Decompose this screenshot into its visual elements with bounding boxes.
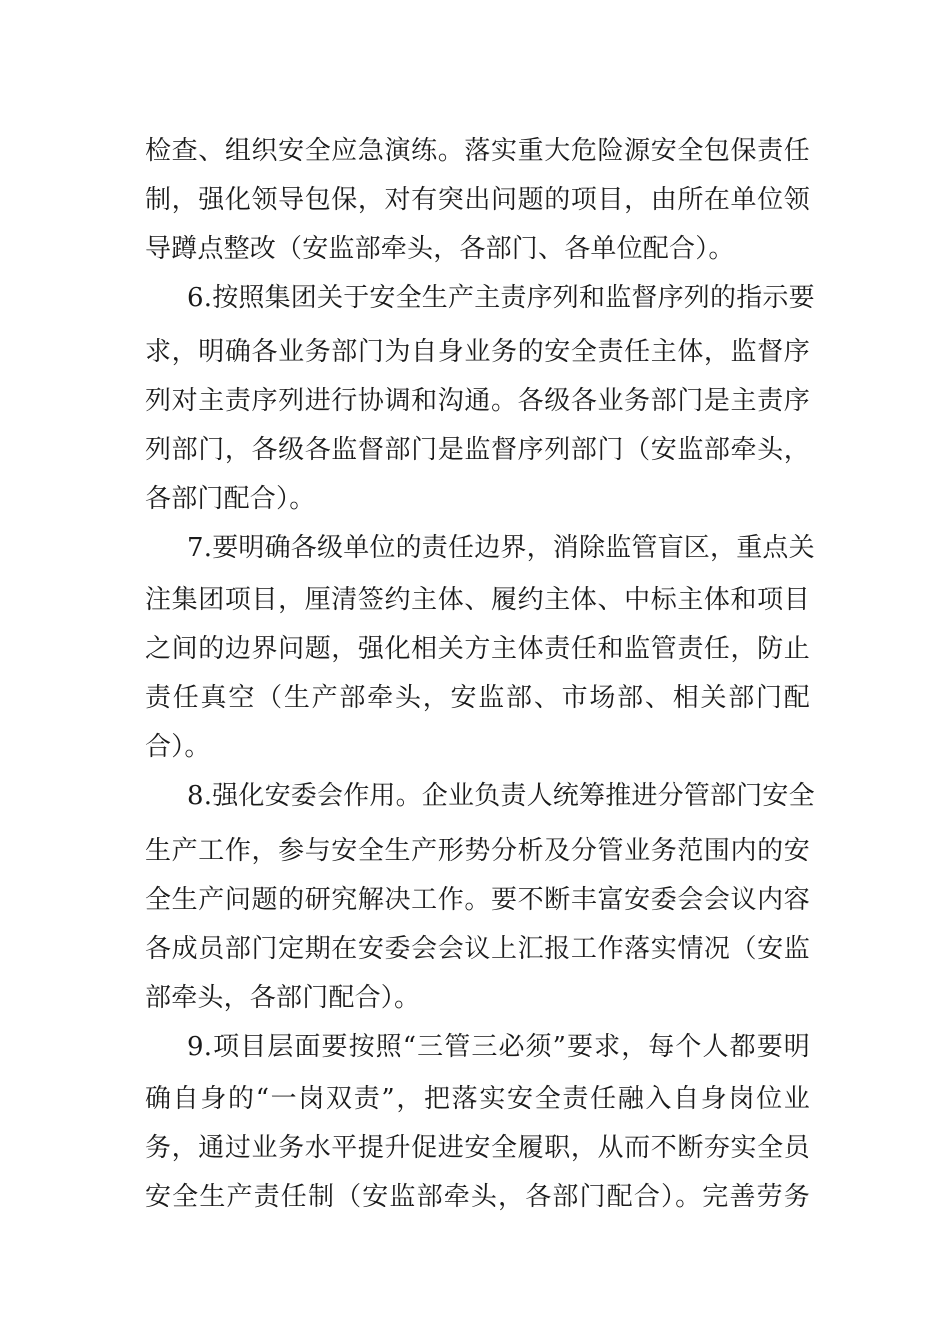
text-line: 生产工作，参与安全生产形势分析及分管业务范围内的安 bbox=[145, 836, 810, 866]
text-line: 导蹲点整改（安监部牵头，各部门、各单位配合）。 bbox=[145, 234, 735, 264]
text-line: 部牵头，各部门配合）。 bbox=[145, 983, 421, 1013]
text-line: 检查、组织安全应急演练。落实重大危险源安全包保责任 bbox=[145, 136, 810, 166]
paragraph-start-9: 9.项目层面要按照“三管三必须”要求，每个人都要明 bbox=[187, 1032, 810, 1062]
text-line: 之间的边界问题，强化相关方主体责任和监管责任，防止 bbox=[145, 634, 810, 664]
text-line: 确自身的“一岗双责”，把落实安全责任融入自身岗位业 bbox=[145, 1084, 810, 1114]
paragraph-start-8: 8.强化安委会作用。企业负责人统筹推进分管部门安全 bbox=[187, 781, 815, 811]
text-line: 列部门，各级各监督部门是监督序列部门（安监部牵头， bbox=[145, 435, 810, 465]
text-line: 务，通过业务水平提升促进安全履职，从而不断夯实全员 bbox=[145, 1133, 810, 1163]
text-line: 各成员部门定期在安委会会议上汇报工作落实情况（安监 bbox=[145, 934, 810, 964]
text-line: 责任真空（生产部牵头，安监部、市场部、相关部门配 bbox=[145, 683, 810, 713]
text-line: 全生产问题的研究解决工作。要不断丰富安委会会议内容 bbox=[145, 885, 810, 915]
paragraph-start-6: 6.按照集团关于安全生产主责序列和监督序列的指示要 bbox=[187, 283, 815, 313]
text-line: 各部门配合）。 bbox=[145, 484, 316, 514]
text-line: 制，强化领导包保，对有突出问题的项目，由所在单位领 bbox=[145, 185, 810, 215]
paragraph-start-7: 7.要明确各级单位的责任边界，消除监管盲区，重点关 bbox=[187, 533, 815, 563]
text-line: 安全生产责任制（安监部牵头，各部门配合）。完善劳务 bbox=[145, 1182, 810, 1212]
text-line: 列对主责序列进行协调和沟通。各级各业务部门是主责序 bbox=[145, 386, 810, 416]
text-line: 合）。 bbox=[145, 732, 211, 762]
text-line: 求，明确各业务部门为自身业务的安全责任主体，监督序 bbox=[145, 337, 810, 367]
text-line: 注集团项目，厘清签约主体、履约主体、中标主体和项目 bbox=[145, 585, 810, 615]
